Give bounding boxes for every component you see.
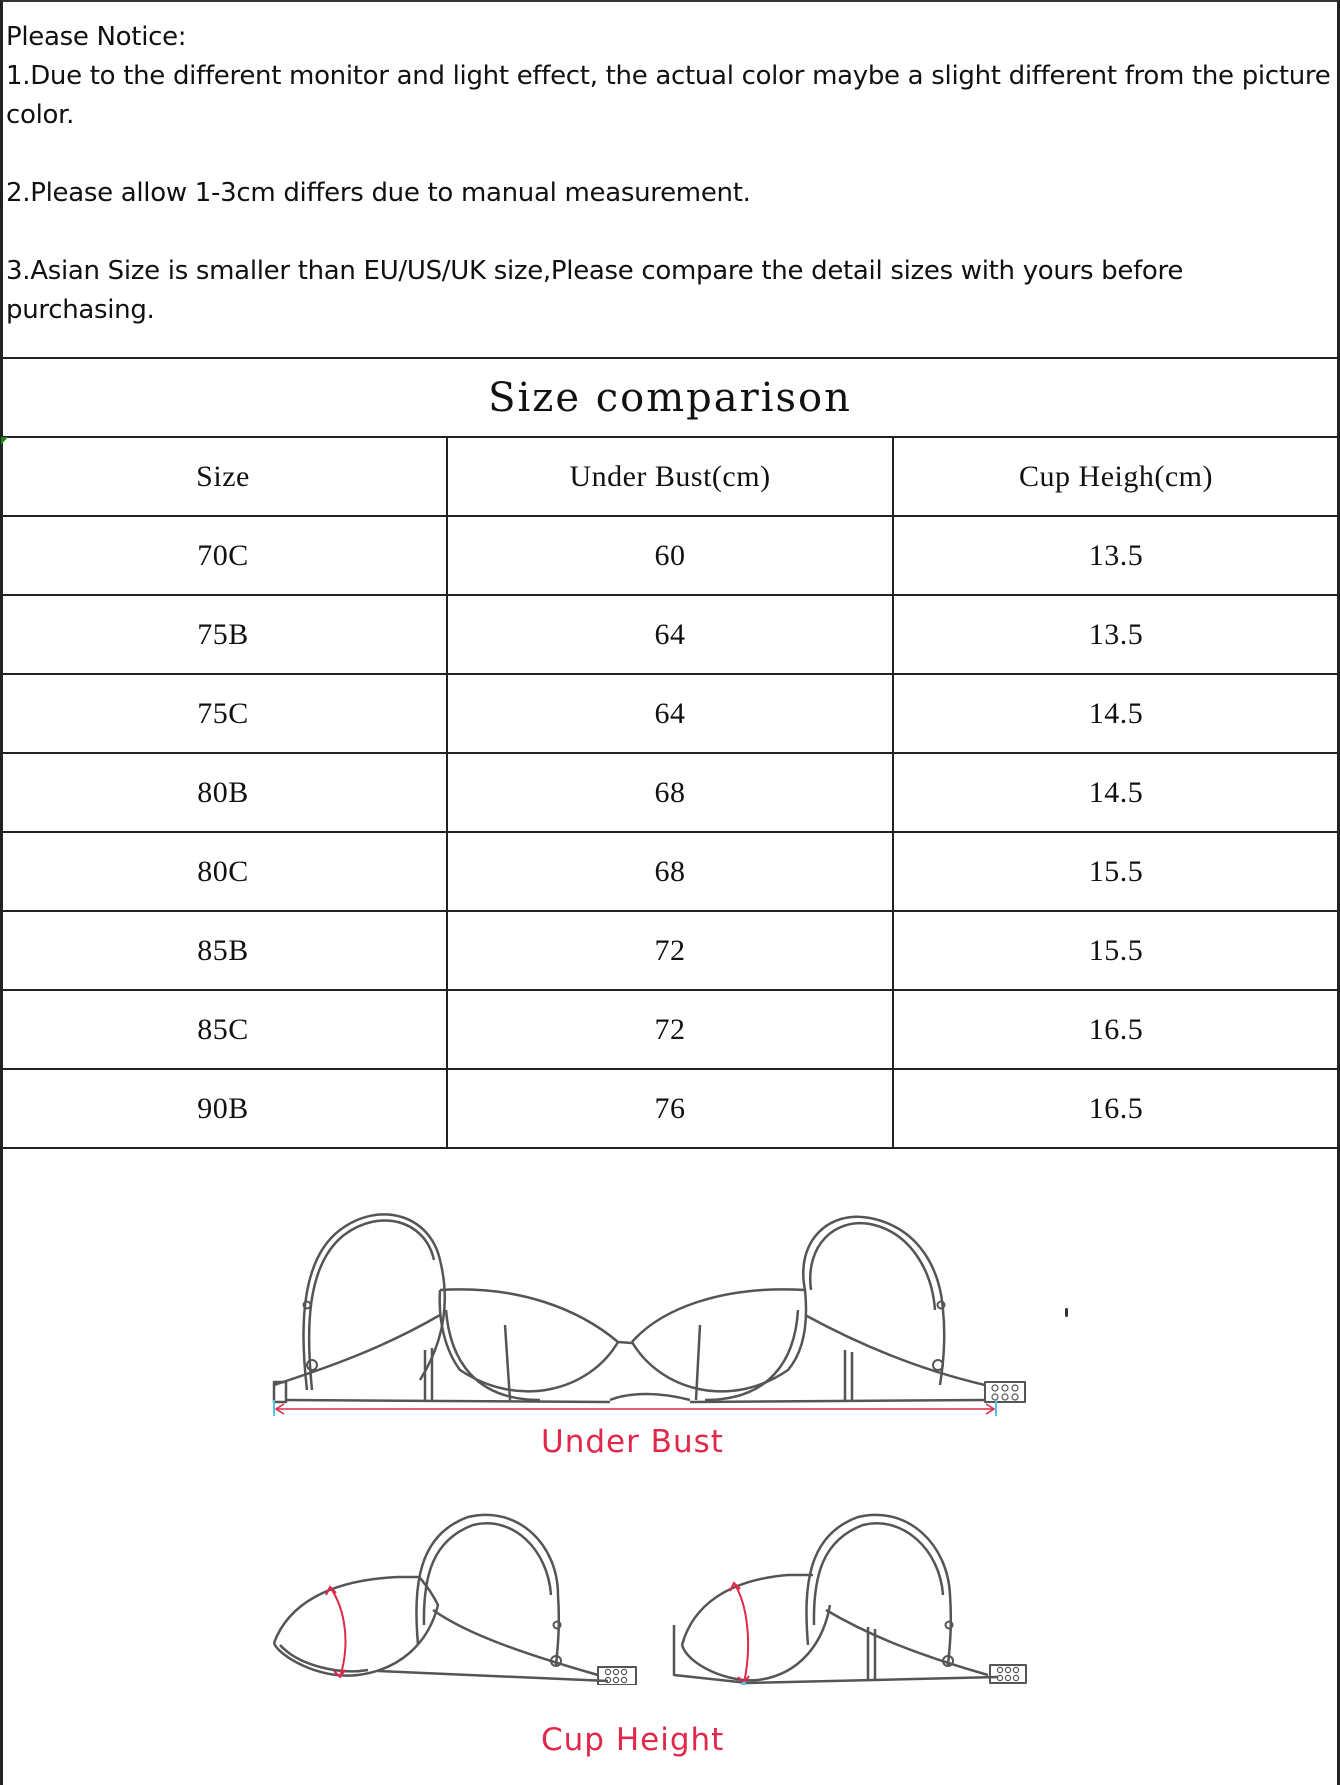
cell-under-bust: 64 — [654, 696, 686, 730]
cell-cup-height: 15.5 — [1088, 933, 1144, 967]
bra-side-view-illustration-left — [268, 1505, 648, 1685]
header-cup-height: Cup Heigh(cm) — [1019, 459, 1213, 493]
cell-size: 70C — [197, 538, 249, 572]
speck — [1065, 1308, 1068, 1317]
cell-cup-height: 14.5 — [1088, 696, 1144, 730]
notice-heading: Please Notice: — [6, 22, 187, 52]
cell-cup-height: 13.5 — [1088, 617, 1144, 651]
cell-cup-height: 14.5 — [1088, 775, 1144, 809]
table-title: Size comparison — [488, 374, 852, 421]
cup-height-label: Cup Height — [541, 1722, 725, 1758]
cell-under-bust: 64 — [654, 617, 686, 651]
cell-size: 80B — [197, 775, 249, 809]
cell-size: 85B — [197, 933, 249, 967]
cell-cup-height: 16.5 — [1088, 1012, 1144, 1046]
cell-size: 75B — [197, 617, 249, 651]
cell-under-bust: 60 — [654, 538, 686, 572]
cell-under-bust: 68 — [654, 854, 686, 888]
cell-cup-height: 15.5 — [1088, 854, 1144, 888]
cell-under-bust: 68 — [654, 775, 686, 809]
cell-size: 85C — [197, 1012, 249, 1046]
notice-item-3: 3.Asian Size is smaller than EU/US/UK size,Please compare the detail sizes with yours before purchasing. — [6, 256, 1184, 325]
header-size: Size — [196, 459, 250, 493]
cell-under-bust: 72 — [654, 1012, 686, 1046]
cell-cup-height: 13.5 — [1088, 538, 1144, 572]
bra-front-view-illustration — [260, 1200, 1050, 1430]
notice-item-1: 1.Due to the different monitor and light effect, the actual color maybe a slight different from the picture color. — [6, 61, 1331, 130]
cell-size: 75C — [197, 696, 249, 730]
cell-size: 90B — [197, 1091, 249, 1125]
cell-under-bust: 72 — [654, 933, 686, 967]
header-under-bust: Under Bust(cm) — [569, 459, 771, 493]
notice-section — [6, 18, 1334, 330]
cell-size: 80C — [197, 854, 249, 888]
cell-cup-height: 16.5 — [1088, 1091, 1144, 1125]
cell-under-bust: 76 — [654, 1091, 686, 1125]
notice-item-2: 2.Please allow 1-3cm differs due to manual measurement. — [6, 178, 751, 208]
under-bust-label: Under Bust — [541, 1424, 724, 1460]
bra-side-view-illustration-right — [668, 1505, 1048, 1685]
